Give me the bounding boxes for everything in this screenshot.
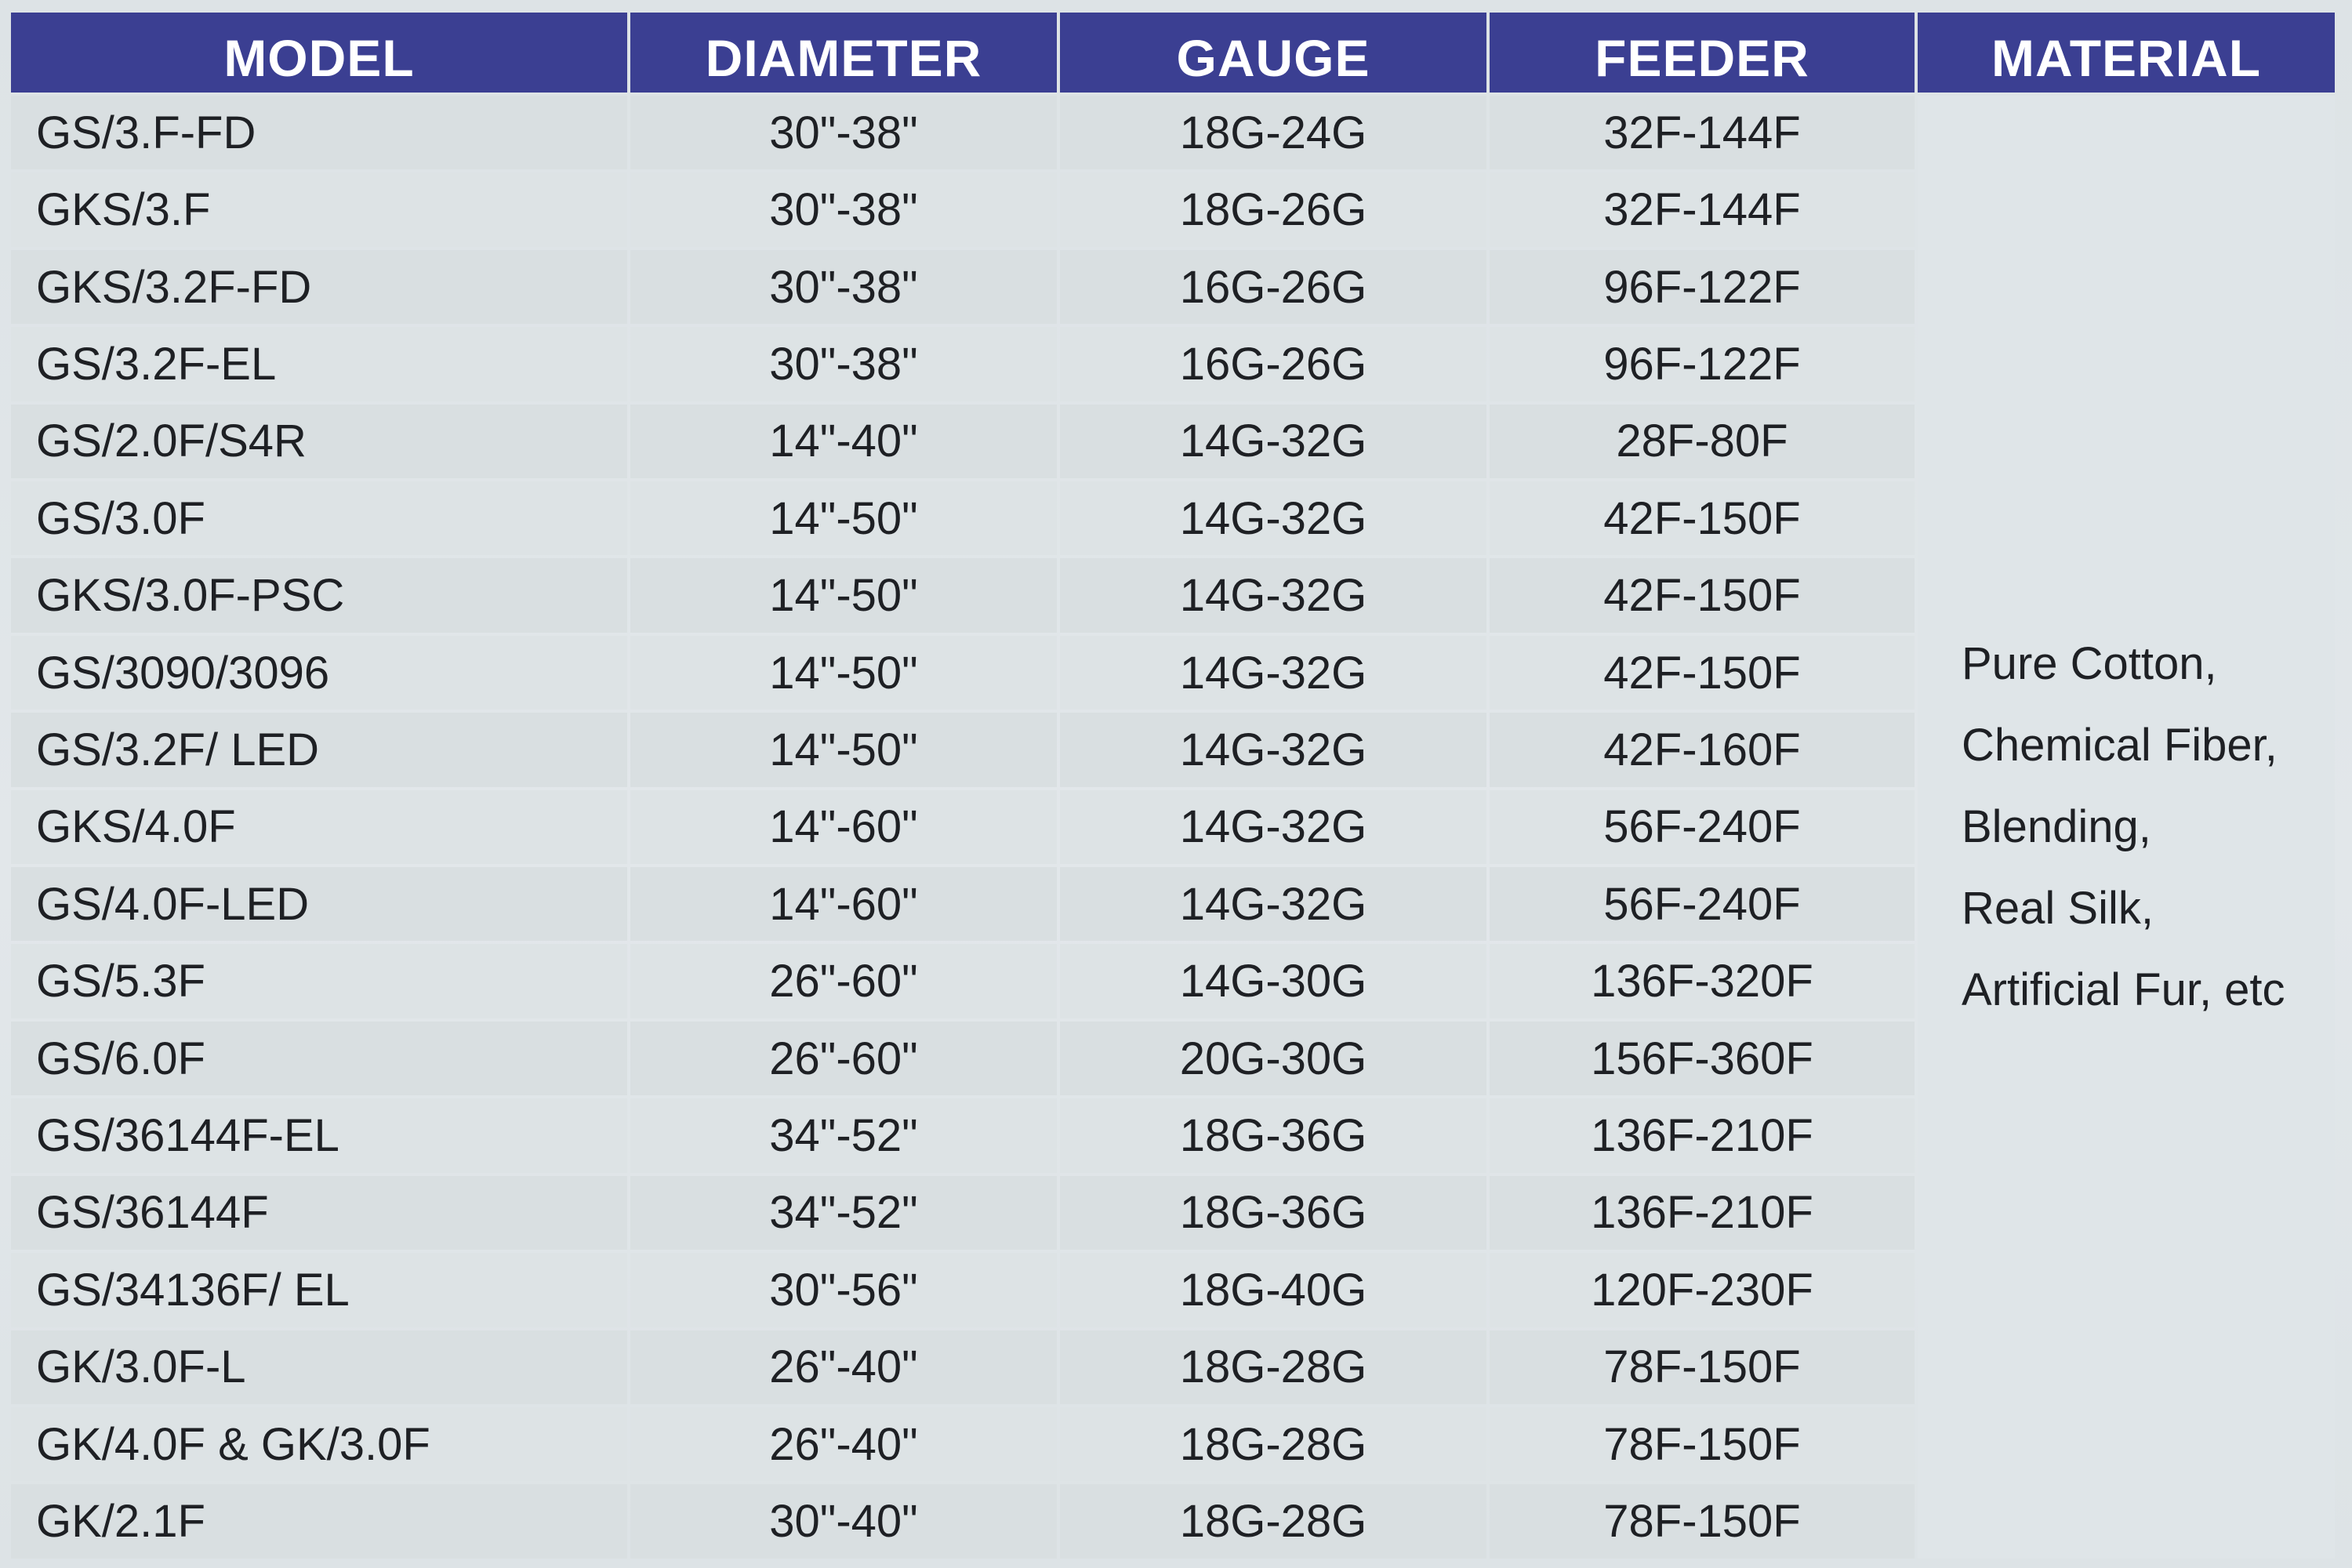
diameter-cell: 14"-50": [630, 558, 1057, 632]
diameter-cell: 14"-50": [630, 713, 1057, 786]
diameter-cell: 26"-40": [630, 1330, 1057, 1404]
gauge-cell: 14G-32G: [1060, 636, 1486, 710]
gauge-cell: 16G-26G: [1060, 327, 1486, 401]
gauge-cell: 18G-36G: [1060, 1098, 1486, 1172]
feeder-cell: 78F-150F: [1490, 1330, 1915, 1404]
model-cell: GS/6.0F: [11, 1022, 627, 1095]
diameter-cell: 30"-40": [630, 1484, 1057, 1559]
model-cell: GS/4.0F-LED: [11, 867, 627, 941]
header-model: MODEL: [11, 13, 627, 93]
model-cell: GS/36144F: [11, 1176, 627, 1250]
table-row: [11, 96, 2335, 169]
feeder-cell: 56F-240F: [1490, 790, 1915, 864]
table-body: [11, 96, 2335, 1559]
gauge-cell: 14G-32G: [1060, 713, 1486, 786]
model-cell: GKS/3.F: [11, 172, 627, 246]
header-diameter: DIAMETER: [630, 13, 1057, 93]
gauge-cell: 16G-26G: [1060, 250, 1486, 324]
model-cell: GS/5.3F: [11, 944, 627, 1018]
diameter-cell: 34"-52": [630, 1098, 1057, 1172]
feeder-cell: 56F-240F: [1490, 867, 1915, 941]
diameter-cell: 14"-40": [630, 405, 1057, 478]
model-cell: GS/34136F/ EL: [11, 1253, 627, 1327]
feeder-cell: 136F-320F: [1490, 944, 1915, 1018]
gauge-cell: 18G-28G: [1060, 1484, 1486, 1559]
diameter-cell: 34"-52": [630, 1176, 1057, 1250]
gauge-cell: 18G-24G: [1060, 96, 1486, 169]
gauge-cell: 14G-32G: [1060, 405, 1486, 478]
machine-spec-table: [8, 9, 2338, 1562]
material-line: Real Silk,: [1962, 883, 2154, 934]
feeder-cell: 42F-160F: [1490, 713, 1915, 786]
model-cell: GS/3.0F: [11, 481, 627, 555]
header-feeder: FEEDER: [1490, 13, 1915, 93]
gauge-cell: 18G-28G: [1060, 1330, 1486, 1404]
diameter-cell: 14"-60": [630, 867, 1057, 941]
feeder-cell: 42F-150F: [1490, 481, 1915, 555]
header-row: [11, 13, 2335, 93]
diameter-cell: 14"-50": [630, 481, 1057, 555]
feeder-cell: 156F-360F: [1490, 1022, 1915, 1095]
feeder-cell: 42F-150F: [1490, 636, 1915, 710]
model-cell: GK/2.1F: [11, 1484, 627, 1559]
material-line: Blending,: [1962, 801, 2151, 852]
model-cell: GK/4.0F & GK/3.0F: [11, 1407, 627, 1481]
feeder-cell: 32F-144F: [1490, 96, 1915, 169]
gauge-cell: 14G-32G: [1060, 481, 1486, 555]
gauge-cell: 18G-26G: [1060, 172, 1486, 246]
feeder-cell: 28F-80F: [1490, 405, 1915, 478]
feeder-cell: 78F-150F: [1490, 1484, 1915, 1559]
gauge-cell: 14G-30G: [1060, 944, 1486, 1018]
model-cell: GS/3.F-FD: [11, 96, 627, 169]
material-cell: [1918, 96, 2335, 1559]
diameter-cell: 30"-38": [630, 250, 1057, 324]
model-cell: GKS/4.0F: [11, 790, 627, 864]
feeder-cell: 78F-150F: [1490, 1407, 1915, 1481]
diameter-cell: 26"-40": [630, 1407, 1057, 1481]
header-gauge: GAUGE: [1060, 13, 1486, 93]
feeder-cell: 120F-230F: [1490, 1253, 1915, 1327]
material-line: Pure Cotton,: [1962, 638, 2217, 689]
model-cell: GS/3.2F/ LED: [11, 713, 627, 786]
feeder-cell: 32F-144F: [1490, 172, 1915, 246]
header-material: MATERIAL: [1918, 13, 2335, 93]
material-line: Chemical Fiber,: [1962, 720, 2278, 771]
gauge-cell: 18G-40G: [1060, 1253, 1486, 1327]
feeder-cell: 136F-210F: [1490, 1098, 1915, 1172]
model-cell: GS/3.2F-EL: [11, 327, 627, 401]
model-cell: GK/3.0F-L: [11, 1330, 627, 1404]
diameter-cell: 14"-60": [630, 790, 1057, 864]
model-cell: GKS/3.2F-FD: [11, 250, 627, 324]
feeder-cell: 96F-122F: [1490, 327, 1915, 401]
diameter-cell: 30"-38": [630, 327, 1057, 401]
feeder-cell: 96F-122F: [1490, 250, 1915, 324]
diameter-cell: 30"-56": [630, 1253, 1057, 1327]
model-cell: GKS/3.0F-PSC: [11, 558, 627, 632]
feeder-cell: 42F-150F: [1490, 558, 1915, 632]
gauge-cell: 14G-32G: [1060, 867, 1486, 941]
material-line: Artificial Fur, etc: [1962, 964, 2285, 1015]
gauge-cell: 14G-32G: [1060, 558, 1486, 632]
gauge-cell: 20G-30G: [1060, 1022, 1486, 1095]
model-cell: GS/2.0F/S4R: [11, 405, 627, 478]
gauge-cell: 14G-32G: [1060, 790, 1486, 864]
diameter-cell: 26"-60": [630, 944, 1057, 1018]
gauge-cell: 18G-28G: [1060, 1407, 1486, 1481]
model-cell: GS/3090/3096: [11, 636, 627, 710]
feeder-cell: 136F-210F: [1490, 1176, 1915, 1250]
diameter-cell: 30"-38": [630, 96, 1057, 169]
gauge-cell: 18G-36G: [1060, 1176, 1486, 1250]
diameter-cell: 14"-50": [630, 636, 1057, 710]
diameter-cell: 30"-38": [630, 172, 1057, 246]
model-cell: GS/36144F-EL: [11, 1098, 627, 1172]
diameter-cell: 26"-60": [630, 1022, 1057, 1095]
